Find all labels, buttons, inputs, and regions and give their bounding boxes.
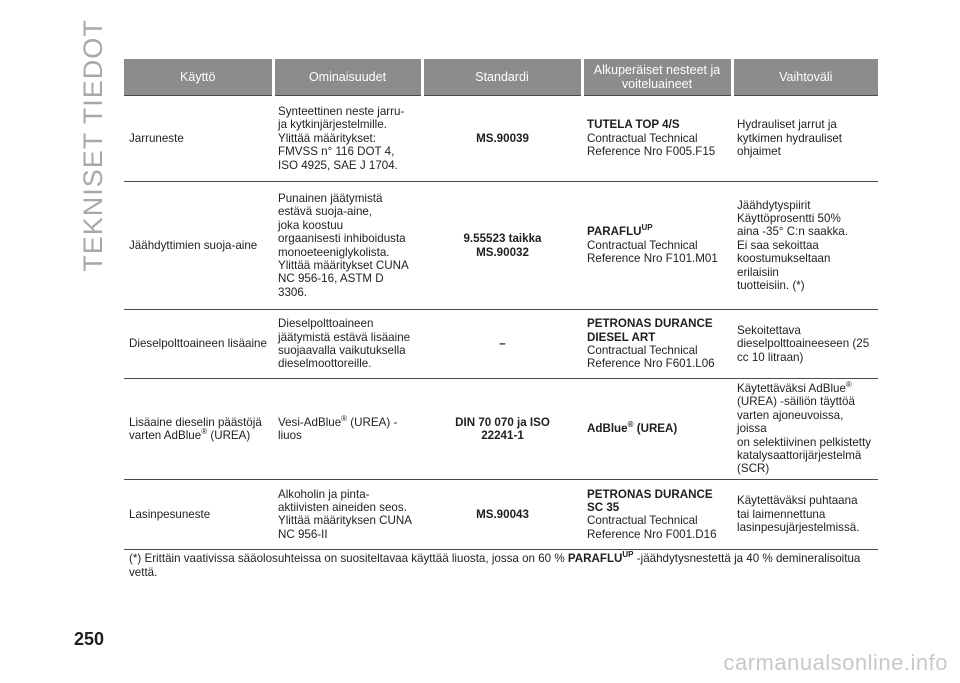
cell-interval: Hydrauliset jarrut ja kytkimen hydrauliset ohjaimet bbox=[732, 96, 878, 182]
fluid-name: AdBlue bbox=[587, 422, 628, 436]
cell-use: Dieselpolttoaineen lisäaine bbox=[124, 310, 273, 379]
registered-mark: ® bbox=[201, 427, 208, 437]
cell-properties: Synteettinen neste jarru- ja kytkinjärjestelmille. Ylittää määritykset: FMVSS n° 116 DOT 4, ISO 4925, SAE J 1704. bbox=[273, 96, 422, 182]
cell-standard: MS.90043 bbox=[422, 479, 582, 549]
section-side-title bbox=[75, 18, 111, 272]
registered-mark: ® bbox=[627, 420, 634, 430]
cell-standard: 9.55523 taikka MS.90032 bbox=[422, 182, 582, 310]
fluid-reference: Contractual Technical Reference Nro F005.F15 bbox=[587, 131, 716, 159]
footnote-text: (*) Erittäin vaativissa sääolosuhteissa on suositeltavaa käyttää liuosta, jossa on 60 % bbox=[129, 552, 568, 565]
table-row bbox=[124, 182, 878, 310]
fluid-name-superscript: UP bbox=[641, 223, 653, 233]
use-text: Lisäaine dieselin päästöjä varten AdBlue bbox=[129, 415, 262, 442]
interval-text: Käytettäväksi AdBlue bbox=[737, 382, 846, 395]
fluid-reference: Contractual Technical Reference Nro F001.D16 bbox=[587, 514, 717, 541]
cell-use: Jarruneste bbox=[124, 96, 273, 182]
header-alkuperaiset: Alkuperäiset nesteet ja voiteluaineet bbox=[582, 59, 732, 96]
cell-fluid bbox=[582, 182, 732, 310]
cell-interval: Sekoitettava dieselpolttoaineeseen (25 cc 10 litraan) bbox=[732, 310, 878, 379]
table-header-row bbox=[124, 59, 878, 96]
fluid-name: PARAFLU bbox=[587, 225, 642, 239]
cell-properties: Dieselpolttoaineen jäätymistä estävä lisäaine suojaavalla vaikutuksella dieselmoottoreille. bbox=[273, 310, 422, 379]
cell-standard: MS.90039 bbox=[422, 96, 582, 182]
cell-interval: Käytettäväksi puhtaana tai laimennettuna lasinpesujärjestelmissä. bbox=[732, 479, 878, 549]
cell-properties bbox=[273, 379, 422, 480]
cell-fluid bbox=[582, 310, 732, 379]
table-row bbox=[124, 310, 878, 379]
table-footnote bbox=[129, 552, 881, 580]
registered-mark: ® bbox=[341, 413, 348, 423]
table-row bbox=[124, 479, 878, 549]
cell-use bbox=[124, 379, 273, 480]
cell-interval: Jäähdytyspiirit Käyttöprosentti 50% aina -35° C:n saakka. Ei saa sekoittaa koostumukseltaan erilaisiin tuotteisiin. (*) bbox=[732, 182, 878, 310]
footnote-brand: PARAFLU bbox=[567, 552, 623, 565]
fluid-reference: Contractual Technical Reference Nro F101.M01 bbox=[587, 238, 718, 266]
cell-fluid bbox=[582, 479, 732, 549]
cell-use: Jäähdyttimien suoja-aine bbox=[124, 182, 273, 310]
table-row bbox=[124, 96, 878, 182]
footnote-brand-superscript: UP bbox=[622, 550, 634, 560]
cell-use: Lasinpesuneste bbox=[124, 479, 273, 549]
watermark: carmanualsonline.info bbox=[723, 650, 948, 675]
properties-text: Vesi-AdBlue bbox=[278, 415, 342, 429]
header-ominaisuudet: Ominaisuudet bbox=[273, 59, 422, 96]
page-number: 250 bbox=[74, 629, 105, 649]
cell-standard: DIN 70 070 ja ISO 22241-1 bbox=[422, 379, 582, 480]
fluid-name: PETRONAS DURANCE DIESEL ART bbox=[587, 317, 713, 344]
interval-text-suffix: (UREA) -säiliön täyttöä varten ajoneuvoissa, joissa on selektiivinen pelkistetty katalysaattorijärjestelmä (SCR) bbox=[737, 395, 872, 476]
cell-fluid bbox=[582, 96, 732, 182]
section-side-title-text: TEKNISET TIEDOT bbox=[77, 18, 108, 272]
fluid-name-suffix: (UREA) bbox=[633, 422, 678, 436]
properties-text-suffix: (UREA) - liuos bbox=[278, 415, 398, 442]
fluids-spec-table bbox=[124, 59, 878, 550]
header-standardi: Standardi bbox=[422, 59, 582, 96]
cell-properties: Punainen jäätymistä estävä suoja-aine, joka koostuu orgaanisesti inhiboidusta monoeteeniglykolista. Ylittää määritykset CUNA NC 956-16, ASTM D 3306. bbox=[273, 182, 422, 310]
cell-interval bbox=[732, 379, 878, 480]
fluid-name: TUTELA TOP 4/S bbox=[587, 118, 680, 132]
cell-fluid bbox=[582, 379, 732, 480]
registered-mark: ® bbox=[845, 380, 852, 390]
header-kaytto: Käyttö bbox=[124, 59, 273, 96]
use-text-suffix: (UREA) bbox=[207, 428, 251, 442]
cell-standard: – bbox=[422, 310, 582, 379]
fluid-name: PETRONAS DURANCE SC 35 bbox=[587, 487, 713, 514]
fluid-reference: Contractual Technical Reference Nro F601.L06 bbox=[587, 344, 715, 371]
header-vaihtovali: Vaihtoväli bbox=[732, 59, 878, 96]
cell-properties: Alkoholin ja pinta- aktiivisten aineiden seos. Ylittää määrityksen CUNA NC 956-II bbox=[273, 479, 422, 549]
table-row bbox=[124, 379, 878, 480]
footnote-text-end: -jäähdytysnestettä ja 40 % demineralisoitua vettä. bbox=[129, 552, 861, 579]
